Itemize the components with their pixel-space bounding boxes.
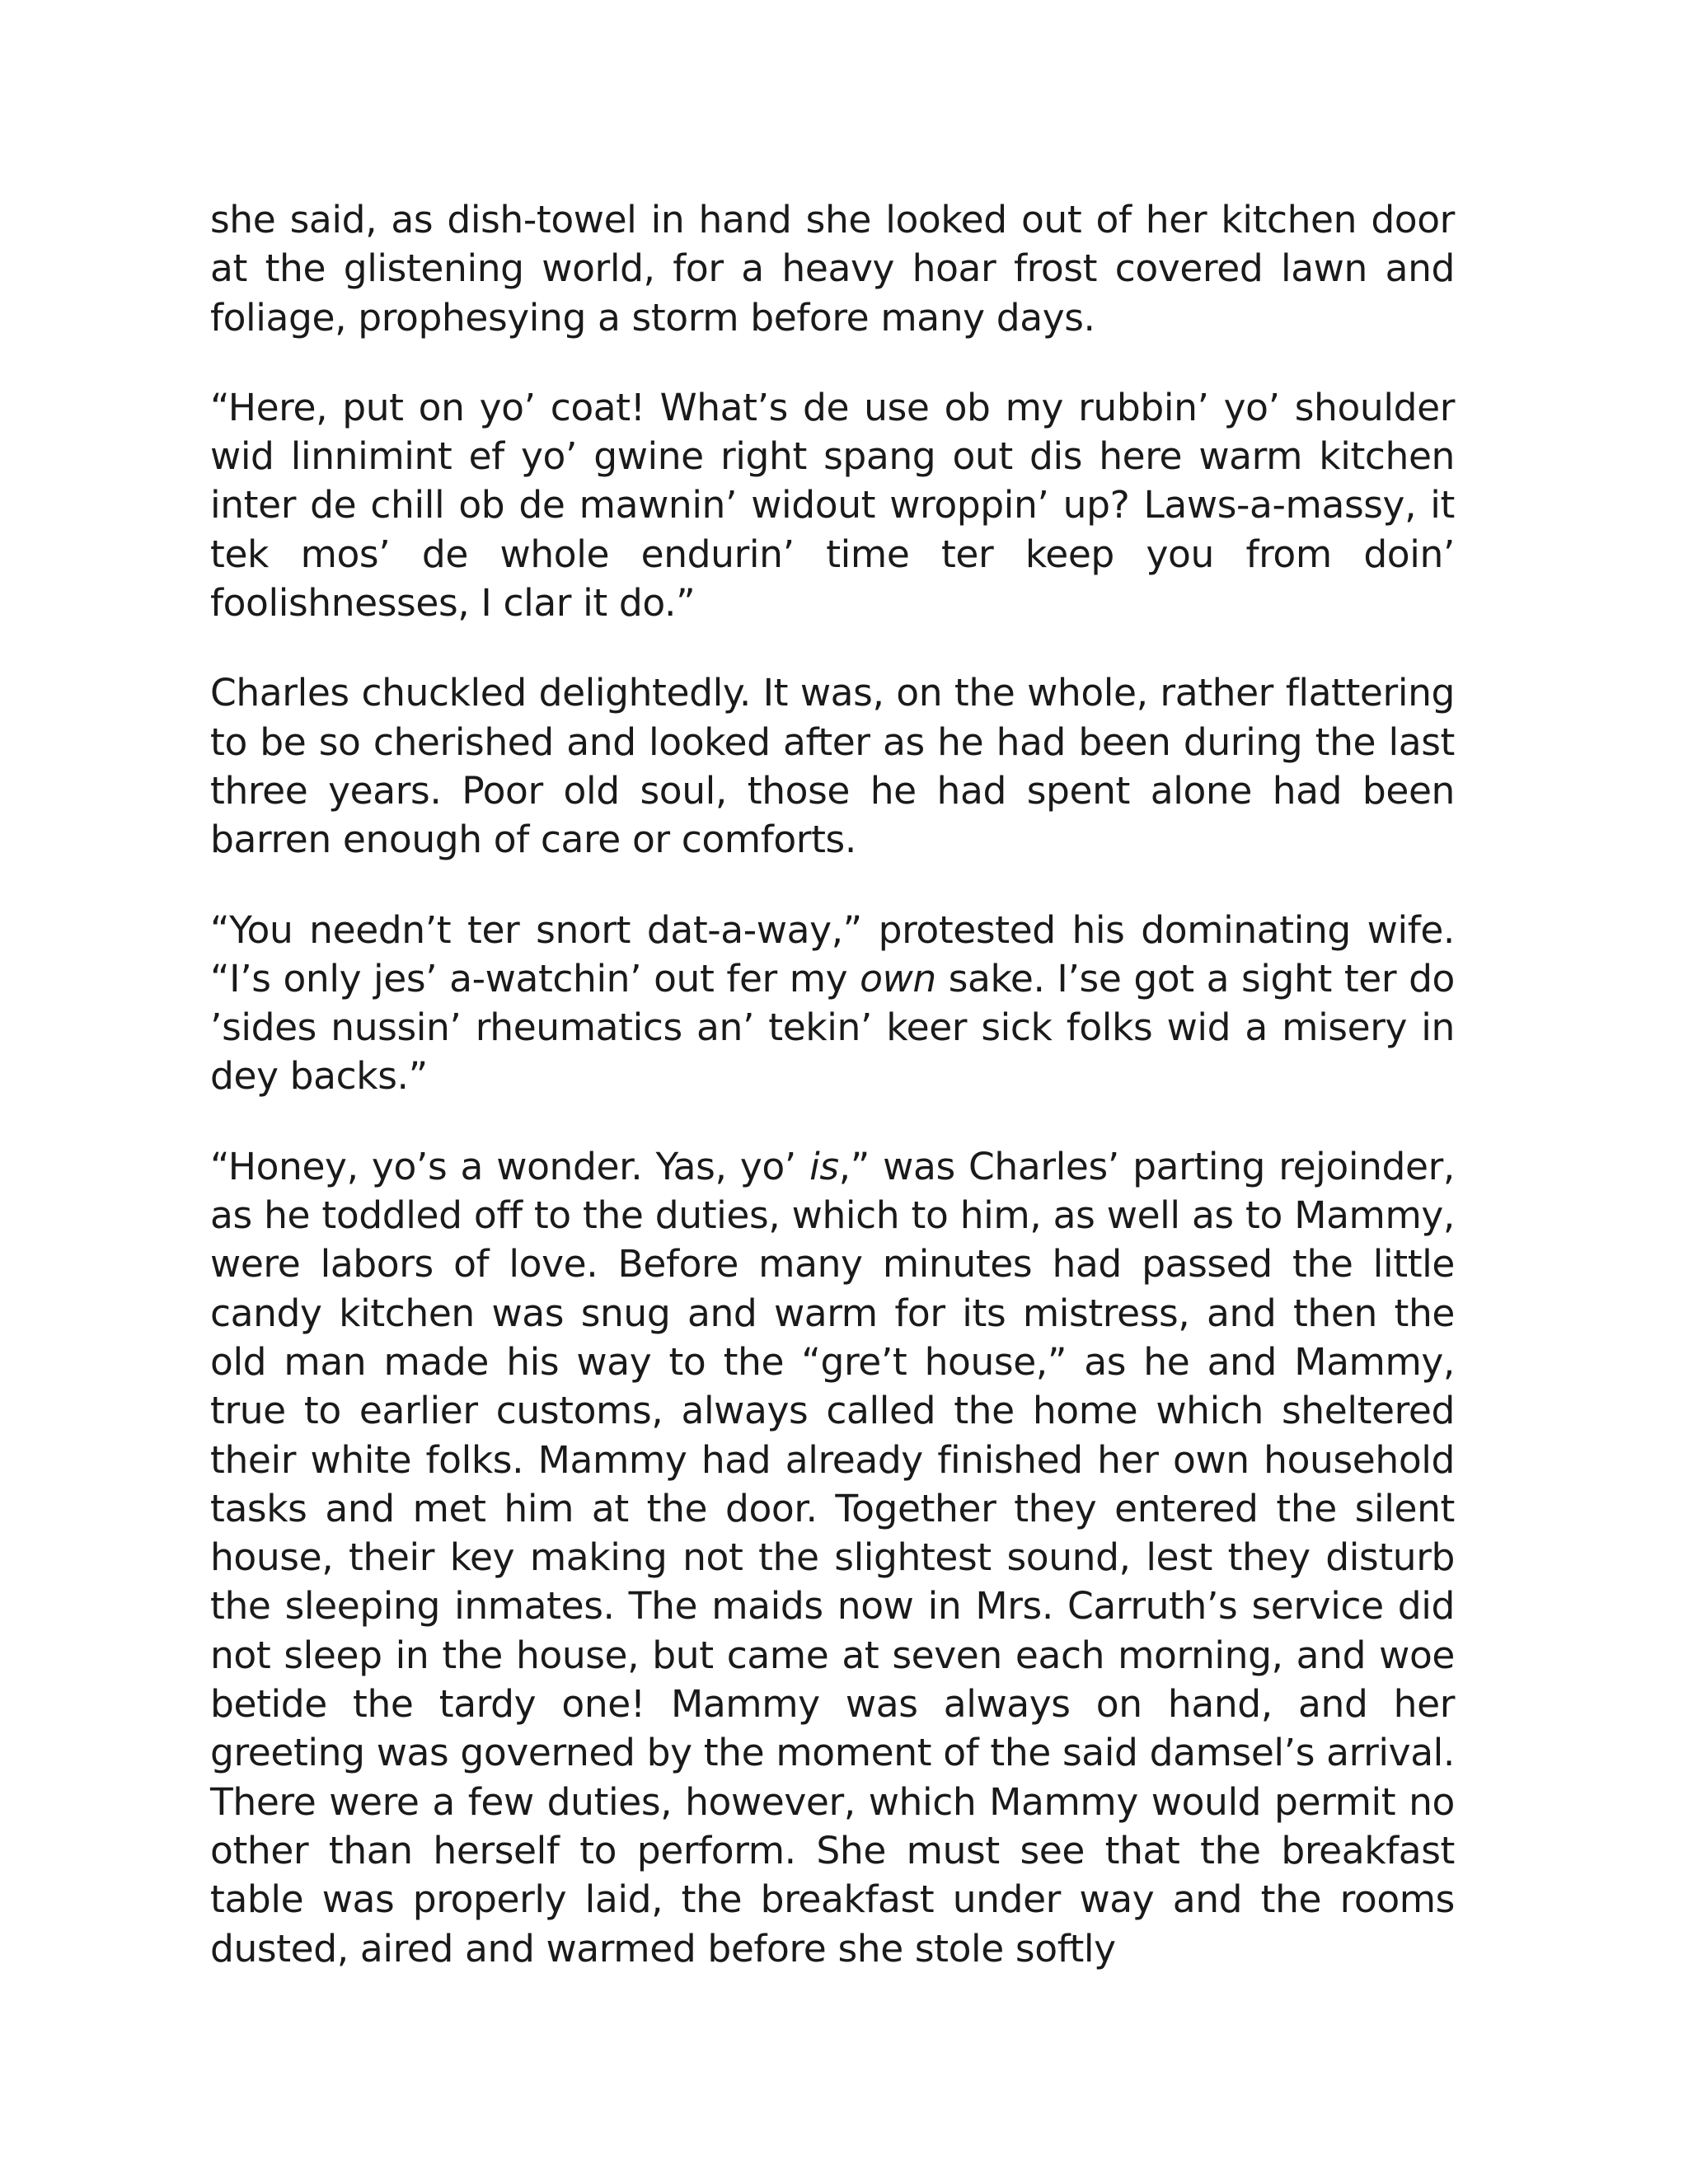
paragraph-2 [210, 383, 1455, 627]
paragraph-4 [210, 906, 1455, 1101]
paragraph-3 [210, 668, 1455, 864]
paragraph-4-text-a: “You needn’t ter snort dat-a-way,” protested his dominating wife. “I’s only jes’ a-watchin’ out fer my [210, 907, 1455, 1001]
paragraph-4-italic-word: own [860, 956, 936, 1001]
paragraph-1-text: she said, as dish-towel in hand she looked out of her kitchen door at the glistening world, for a heavy hoar frost covered lawn and foliage, prophesying a storm before many days. [210, 198, 1455, 340]
paragraph-5 [210, 1142, 1455, 1973]
page-body [210, 195, 1455, 1973]
paragraph-4-text-b: sake. I’se got a sight ter do ’sides nussin’ rheumatics an’ tekin’ keer sick folks wid a misery in dey backs.” [210, 956, 1455, 1099]
paragraph-5-italic-word: is [809, 1144, 839, 1188]
paragraph-5-text-a: “Honey, yo’s a wonder. Yas, yo’ [210, 1144, 810, 1188]
paragraph-5-text-b: ,” was Charles’ parting rejoinder, as he toddled off to the duties, which to him, as well as to Mammy, were labors of love. Before many minutes had passed the little candy kitchen was snug and warm for its mistress, and then the old man made his way to the “gre’t house,” as he and Mammy, true to earlier customs, always called the home which sheltered their white folks. Mammy had already finished her own household tasks and met him at the door. Together they entered the silent house, their key making not the slightest sound, lest they disturb the sleeping inmates. The maids now in Mrs. Carruth’s service did not sleep in the house, but came at seven each morning, and woe betide the tardy one! Mammy was always on hand, and her greeting was governed by the moment of the said damsel’s arrival. There were a few duties, however, which Mammy would permit no other than herself to perform. She must see that the breakfast table was properly laid, the breakfast under way and the rooms dusted, aired and warmed before she stole softly [210, 1144, 1455, 1971]
paragraph-1 [210, 195, 1455, 342]
paragraph-3-text: Charles chuckled delightedly. It was, on the whole, rather flattering to be so cherished and looked after as he had been during the last three years. Poor old soul, those he had spent alone had been barren enough of care or comforts. [210, 671, 1455, 862]
paragraph-2-text: “Here, put on yo’ coat! What’s de use ob my rubbin’ yo’ shoulder wid linnimint ef yo’ gwine right spang out dis here warm kitchen inter de chill ob de mawnin’ widout wroppin’ up? Laws-a-massy, it tek mos’ de whole endurin’ time ter keep you from doin’ foolishnesses, I clar it do.” [210, 385, 1455, 626]
